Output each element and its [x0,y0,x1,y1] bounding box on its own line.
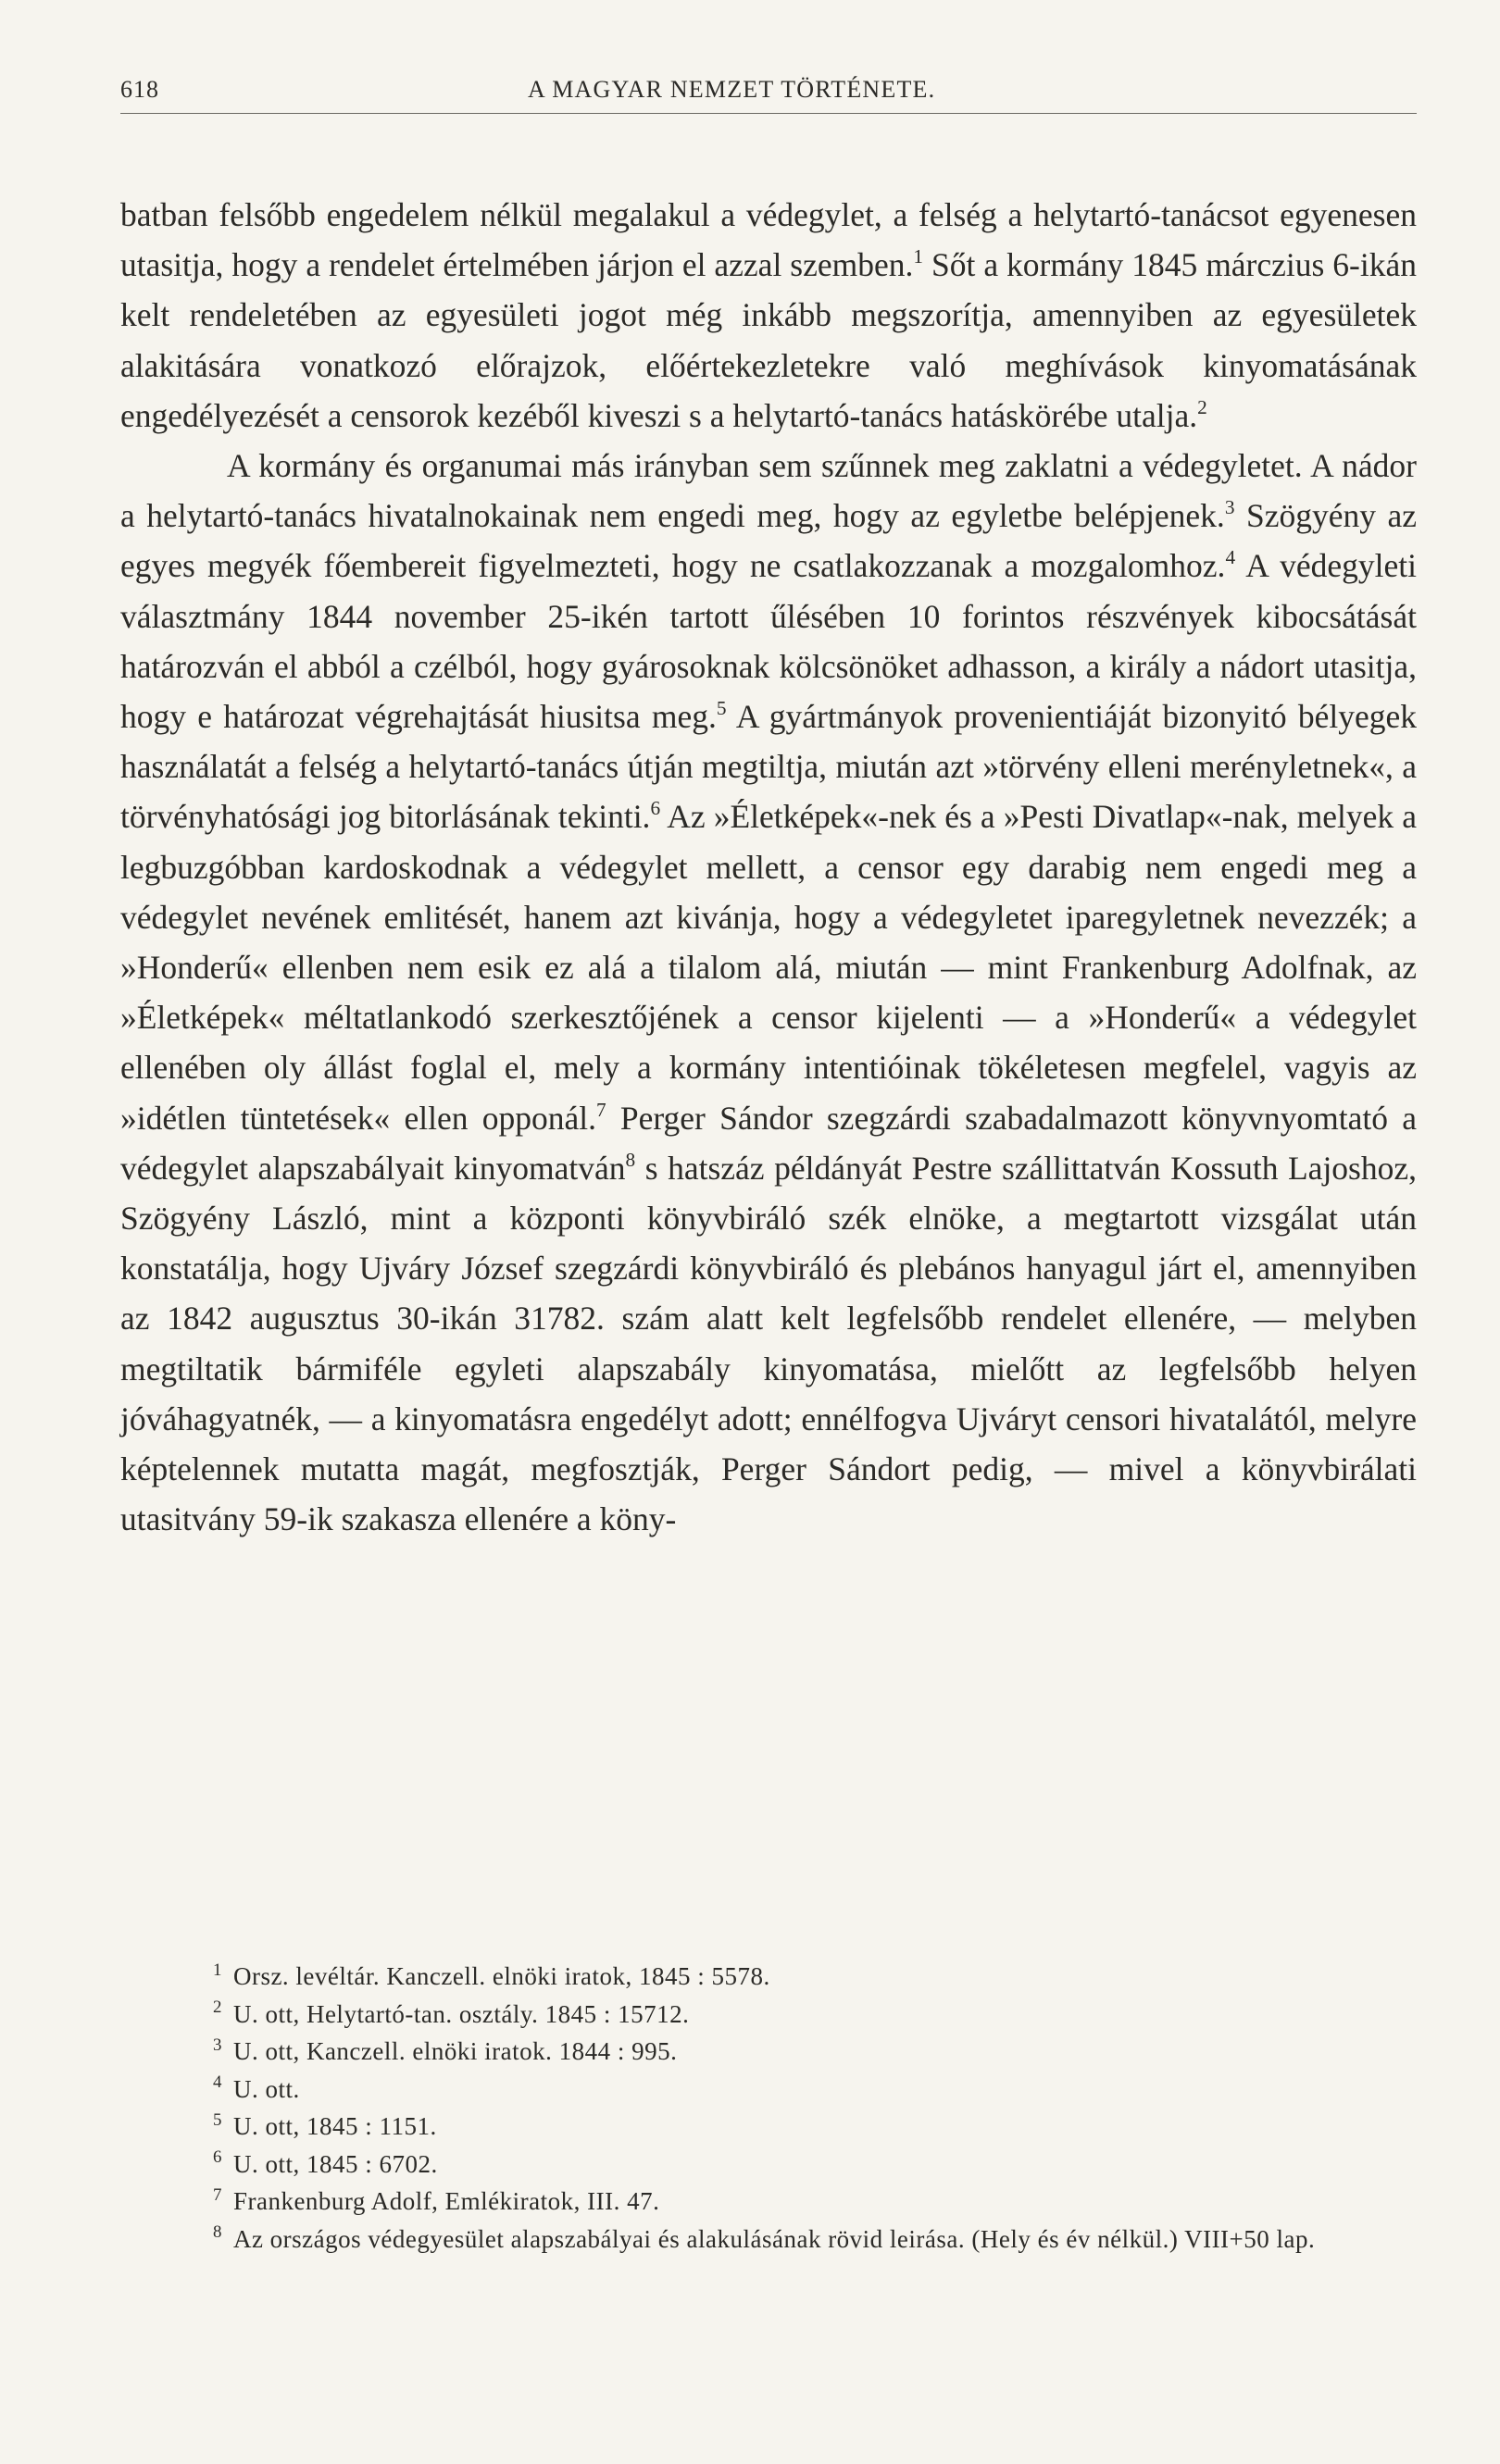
footnote-ref-8: 8 [625,1149,636,1172]
page-header [120,76,1417,114]
footnote-3 [120,2033,1417,2071]
text-run: Szögyény az egyes megyék főembereit figyelmezteti, hogy ne csatlakozzanak a mozgalomhoz. [120,497,1417,585]
footnotes [120,1958,1417,2258]
footnote-text: U. ott, Helytartó-tan. osztály. 1845 : 15712. [232,1999,690,2028]
footnote-5 [120,2108,1417,2146]
paragraph-2 [120,441,1417,1544]
footnote-7 [120,2183,1417,2221]
footnote-ref-5: 5 [716,697,727,720]
page-number: 618 [120,76,159,103]
footnote-1 [120,1958,1417,1996]
footnote-mark: 5 [213,2109,222,2130]
text-run: batban felsőbb engedelem nélkül megalakul a védegylet, a felség a helytartó-tanácsot egyenesen utasitja, hogy a rendelet értelmében járjon el azzal szemben. [120,196,1417,284]
footnote-ref-6: 6 [650,797,661,820]
footnote-text: U. ott, Kanczell. elnöki iratok. 1844 : 995. [232,2037,678,2065]
main-text [120,190,1417,1544]
footnote-2 [120,1996,1417,2034]
footnote-text: U. ott. [232,2074,300,2103]
footnote-mark: 1 [213,1960,222,1980]
footnote-mark: 7 [213,2184,222,2205]
footnote-mark: 6 [213,2147,222,2168]
footnote-ref-4: 4 [1225,546,1236,569]
running-title: A MAGYAR NEMZET TÖRTÉNETE. [528,76,936,103]
footnote-text: Orsz. levéltár. Kanczell. elnöki iratok, 1845 : 5578. [232,1962,770,1990]
text-run: A gyártmányok provenientiáját bizonyitó bélyegek használatát a felség a helytartó-tanács útján megtiltja, miután azt »törvény elleni merényletnek«, a törvényhatósági jog bitorlásának tekinti. [120,698,1417,836]
footnote-4 [120,2071,1417,2109]
footnote-mark: 4 [213,2072,222,2093]
footnote-mark: 8 [213,2222,222,2243]
footnote-ref-7: 7 [595,1098,606,1121]
footnote-text: U. ott, 1845 : 6702. [232,2149,438,2178]
text-run: Sőt a kormány 1845 márczius 6-ikán kelt rendeletében az egyesületi jogot még inkább megszorítja, amennyiben az egyesületek alakitására vonatkozó előrajzok, előértekezletekre való meghívások kinyomatásának engedélyezését a censorok kezéből kiveszi s a helytartó-tanács hatáskörébe utalja. [120,246,1417,434]
text-run: A kormány és organumai más irányban sem szűnnek meg zaklatni a védegyletet. A nádor a helytartó-tanács hivatalnokainak nem engedi meg, hogy az egyletbe belépjenek. [120,447,1417,535]
footnote-ref-3: 3 [1224,496,1235,519]
text-run: A védegyleti választmány 1844 november 25-ikén tartott űlésében 10 forintos részvények kibocsátását határozván el abból a czélból, hogy gyárosoknak kölcsönöket adhasson, a király a nádort utasitja, hogy e határozat végrehajtását hiusitsa meg. [120,547,1417,736]
footnote-ref-2: 2 [1197,395,1207,418]
footnote-8 [120,2221,1417,2259]
footnote-text: Az országos védegyesület alapszabályai és alakulásának rövid leirása. (Hely és év nélkül.) VIII+50 lap. [232,2224,1316,2253]
footnote-mark: 3 [213,2035,222,2055]
text-run: Az »Életképek«-nek és a »Pesti Divatlap«-nak, melyek a legbuzgóbban kardoskodnak a védegylet mellett, a censor egy darabig nem engedi meg a védegylet nevének emlitését, hanem azt kivánja, hogy a védegyletet iparegyletnek nevezzék; a »Honderű« ellenben nem esik ez alá a tilalom alá, miután — mint Frankenburg Adolfnak, az »Életképek« méltatlankodó szerkesztőjének a censor kijelenti — a »Honderű« a védegylet ellenében oly állást foglal el, mely a kormány intentióinak tökéletesen megfelel, vagyis az »idétlen tüntetések« ellen opponál. [120,798,1417,1137]
text-run: s hatszáz példányát Pestre szállittatván Kossuth Lajoshoz, Szögyény László, mint a központi könyvbiráló szék elnöke, a megtartott vizsgálat után konstatálja, hogy Ujváry József szegzárdi könyvbiráló és plebános hanyagul járt el, amennyiben az 1842 augusztus 30-ikán 31782. szám alatt kelt legfelsőbb rendelet ellenére, — melyben megtiltatik bármiféle egyleti alapszabály kinyomatása, mielőtt az legfelsőbb helyen jóváhagyatnék, — a kinyomatásra engedélyt adott; ennélfogva Ujváryt censori hivatalától, melyre képtelennek mutatta magát, megfosztják, Perger Sándort pedig, — mivel a könyvbirálati utasitvány 59-ik szakasza ellenére a köny- [120,1149,1417,1538]
footnote-6 [120,2146,1417,2184]
footnote-ref-1: 1 [913,245,924,268]
footnote-text: Frankenburg Adolf, Emlékiratok, III. 47. [232,2187,660,2215]
paragraph-1 [120,190,1417,441]
text-run: Perger Sándor szegzárdi szabadalmazott könyvnyomtató a védegylet alapszabályait kinyomatván [120,1099,1417,1187]
footnote-mark: 2 [213,1997,222,2018]
footnote-text: U. ott, 1845 : 1151. [232,2112,437,2140]
